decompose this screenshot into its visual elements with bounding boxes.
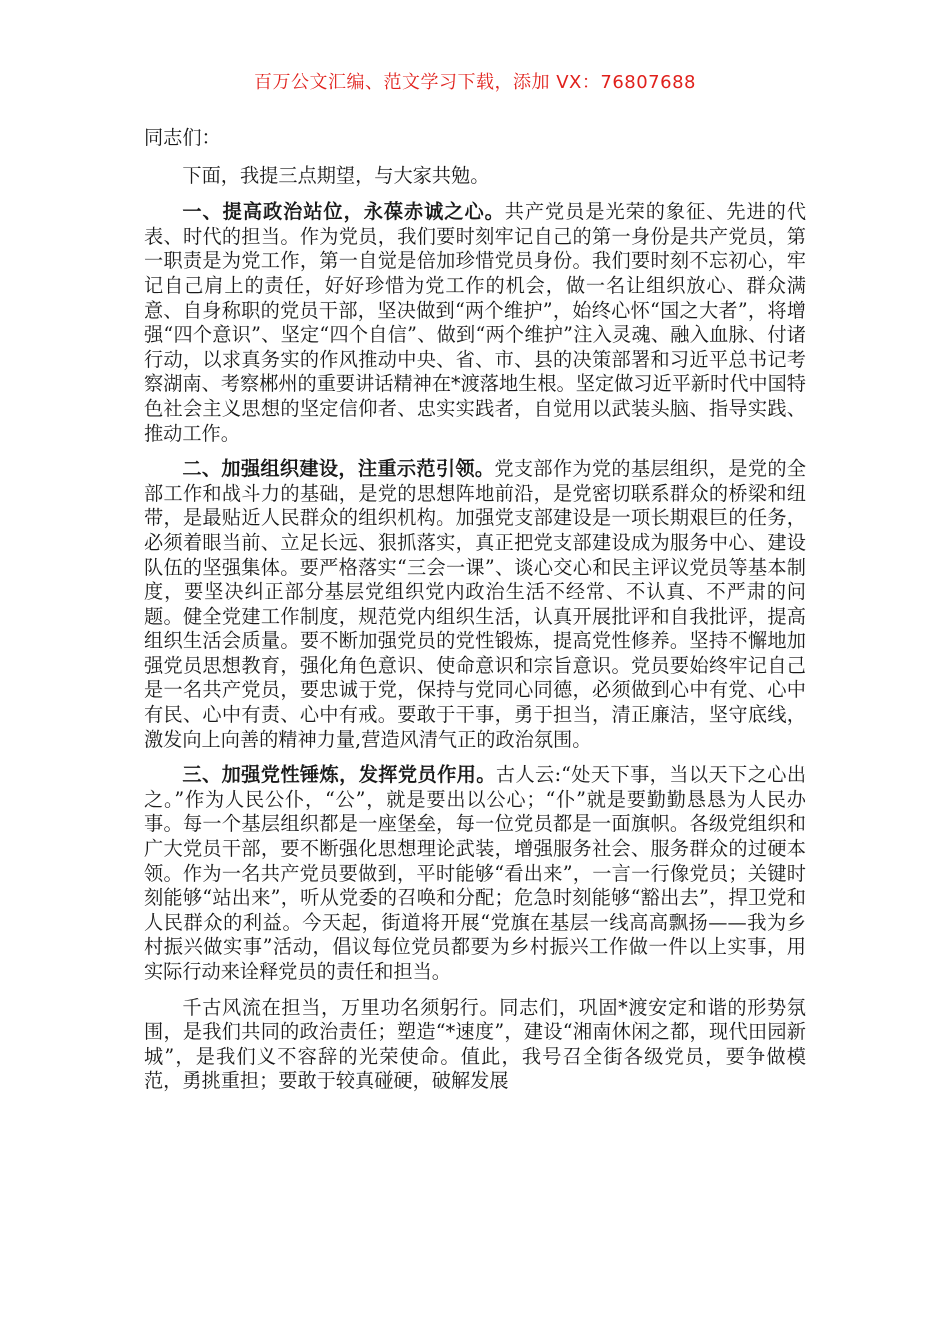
section-heading-2: 二、加强组织建设，注重示范引领。 <box>182 457 495 481</box>
opening-paragraph: 下面，我提三点期望，与大家共勉。 <box>182 163 490 187</box>
section-body-1: 共产党员是光荣的象征、先进的代表、时代的担当。作为党员，我们要时刻牢记自己的第一身份是共产党员，第一职责是为党工作，第一自觉是倍加珍惜党员身份。我们要时刻不忘初心，牢记自己肩上的责任，好好珍惜为党工作的机会，做一名让组织放心、群众满意、自身称职的党员干部，坚决做到“两个维护”，始终心怀“国之大者”，将增强“四个意识”、坚定“四个自信”、做到“两个维护”注入灵魂、融入血脉、付诸行动，以求真务实的作风推动中央、省、市、县的决策部署和习近平总书记考察湖南、考察郴州的重要讲话精神在*渡落地生根。坚定做习近平新时代中国特色社会主义思想的坚定信仰者、忠实实践者，自觉用以武装头脑、指导实践、推动工作。 <box>144 200 807 445</box>
salutation: 同志们： <box>144 126 221 149</box>
section-heading-1: 一、提高政治站位，永葆赤诚之心。 <box>182 200 505 224</box>
section-paragraph-1 <box>144 200 806 446</box>
section-heading-3: 三、加强党性锤炼，发挥党员作用。 <box>182 763 496 787</box>
document-body <box>144 126 806 1105</box>
section-body-3: 古人云:“处天下事，当以天下之心出之。”作为人民公仆，“公”，就是要出以公心；“仆”就是要勤勤恳恳为人民办事。每一个基层组织都是一座堡垒，每一位党员都是一面旗帜。各级党组织和广大党员干部，要不断强化思想理论武装，增强服务社会、服务群众的过硬本领。作为一名共产党员要做到，平时能够“看出来”，一言一行像党员；关键时刻能够“站出来”，听从党委的召唤和分配；危急时刻能够“豁出去”，捍卫党和人民群众的利益。今天起，街道将开展“党旗在基层一线高高飘扬——我为乡村振兴做实事”活动，倡议每位党员都要为乡村振兴工作做一件以上实事，用实际行动来诠释党员的责任和担当。 <box>144 763 807 983</box>
section-body-2: 党支部作为党的基层组织，是党的全部工作和战斗力的基础，是党的思想阵地前沿，是党密切联系群众的桥梁和纽带，是最贴近人民群众的组织机构。加强党支部建设是一项长期艰巨的任务，必须着眼当前、立足长远、狠抓落实，真正把党支部建设成为服务中心、建设队伍的坚强集体。要严格落实“三会一课”、谈心交心和民主评议党员等基本制度，要坚决纠正部分基层党组织党内政治生活不经常、不认真、不严肃的问题。健全党建工作制度，规范党内组织生活，认真开展批评和自我批评，提高组织生活会质量。要不断加强党员的党性锻炼，提高党性修养。坚持不懈地加强党员思想教育，强化角色意识、使命意识和宗旨意识。党员要始终牢记自己是一名共产党员，要忠诚于党，保持与党同心同德，必须做到心中有党、心中有民、心中有责、心中有戒。要敢于干事，勇于担当，清正廉洁，坚守底线，激发向上向善的精神力量,营造风清气正的政治氛围。 <box>144 457 807 751</box>
section-paragraph-2 <box>144 457 806 752</box>
closing-paragraph: 千古风流在担当，万里功名须躬行。同志们，巩固*渡安定和谐的形势氛围，是我们共同的政治责任；塑造“*速度”，建设“湘南休闲之都，现代田园新城”，是我们义不容辞的光荣使命。值此，我号召全街各级党员，要争做模范，勇挑重担；要敢于较真碰硬，破解发展 <box>144 995 806 1093</box>
section-paragraph-3 <box>144 763 806 984</box>
watermark-header: 百万公文汇编、范文学习下载，添加 VX：76807688 <box>254 72 696 93</box>
